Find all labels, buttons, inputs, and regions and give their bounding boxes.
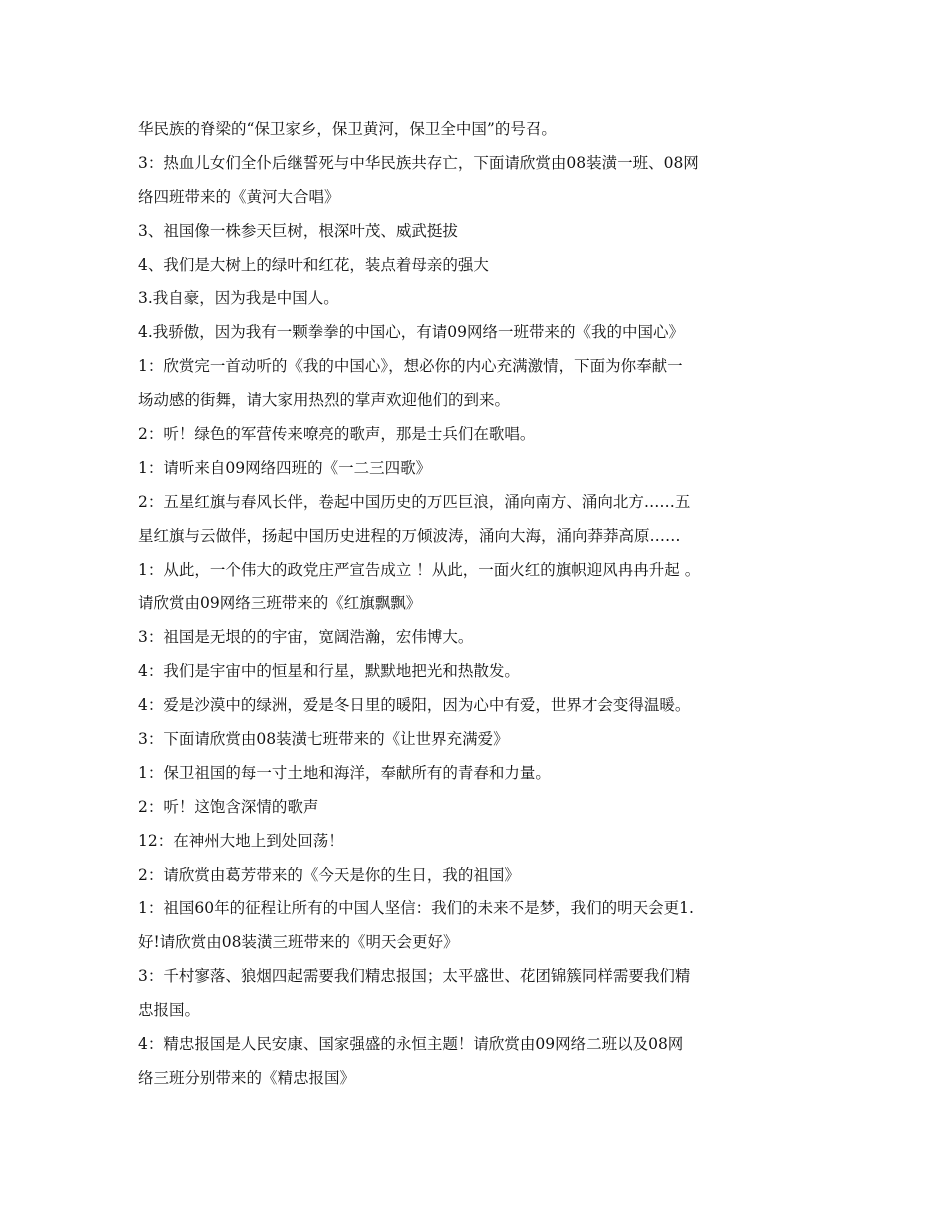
text-line: 2：听！这饱含深情的歌声	[138, 797, 319, 816]
text-line: 1：从此，一个伟大的政党庄严宣告成立 ！从此，一面火红的旗帜迎风冉冉升起 。	[138, 560, 701, 579]
text-line: 2：听！绿色的军营传来嘹亮的歌声，那是士兵们在歌唱。	[138, 425, 536, 444]
text-line: 络四班带来的《黄河大合唱》	[138, 187, 340, 206]
text-line: 3：下面请欣赏由08装潢七班带来的《让世界充满爱》	[138, 730, 509, 749]
text-line: 好!请欣赏由08装潢三班带来的《明天会更好》	[138, 933, 459, 952]
text-line: 3：祖国是无垠的的宇宙，宽阔浩瀚，宏伟博大。	[138, 628, 474, 647]
text-line: 3、祖国像一株参天巨树，根深叶茂、威武挺拔	[138, 221, 458, 240]
text-line: 4：我们是宇宙中的恒星和行星，默默地把光和热散发。	[138, 662, 520, 681]
text-line: 请欣赏由09网络三班带来的《红旗飘飘》	[138, 594, 422, 613]
text-line: 4.我骄傲，因为我有一颗拳拳的中国心，有请09网络一班带来的《我的中国心》	[138, 323, 685, 342]
text-line: 星红旗与云做伴，扬起中国历史进程的万倾波涛，涌向大海，涌向莽莽高原……	[138, 526, 681, 545]
text-line: 1：祖国60年的征程让所有的中国人坚信：我们的未来不是梦，我们的明天会更1.	[138, 899, 694, 918]
text-line: 1：保卫祖国的每一寸土地和海洋，奉献所有的青春和力量。	[138, 763, 551, 782]
text-line: 3.我自豪，因为我是中国人。	[138, 289, 339, 308]
text-line: 3：千村寥落、狼烟四起需要我们精忠报国；太平盛世、花团锦簇同样需要我们精	[138, 967, 691, 986]
text-line: 忠报国。	[138, 1001, 201, 1020]
text-line: 络三班分别带来的《精忠报国》	[138, 1068, 356, 1087]
document-body	[138, 113, 818, 1096]
text-line: 华民族的脊梁的“保卫家乡，保卫黄河，保卫全中国”的号召。	[138, 120, 557, 138]
text-line: 12：在神州大地上到处回荡！	[138, 831, 344, 850]
text-line: 1：欣赏完一首动听的《我的中国心》，想必你的内心充满激情，下面为你奉献一	[138, 357, 683, 376]
text-line: 1：请听来自09网络四班的《一二三四歌》	[138, 458, 432, 477]
text-line: 4：爱是沙漠中的绿洲，爱是冬日里的暖阳，因为心中有爱，世界才会变得温暖。	[138, 696, 691, 715]
text-line: 3：热血儿女们全仆后继誓死与中华民族共存亡，下面请欣赏由08装潢一班、08网	[138, 153, 699, 172]
text-line: 2：请欣赏由葛芳带来的《今天是你的生日，我的祖国》	[138, 865, 520, 884]
text-line: 2：五星红旗与春风长伴，卷起中国历史的万匹巨浪，涌向南方、涌向北方……五	[138, 492, 691, 511]
text-line: 4、我们是大树上的绿叶和红花，装点着母亲的强大	[138, 255, 489, 274]
text-line: 场动感的街舞，请大家用热烈的掌声欢迎他们的到来。	[138, 391, 511, 410]
text-line: 4：精忠报国是人民安康、国家强盛的永恒主题！请欣赏由09网络二班以及08网	[138, 1035, 684, 1054]
